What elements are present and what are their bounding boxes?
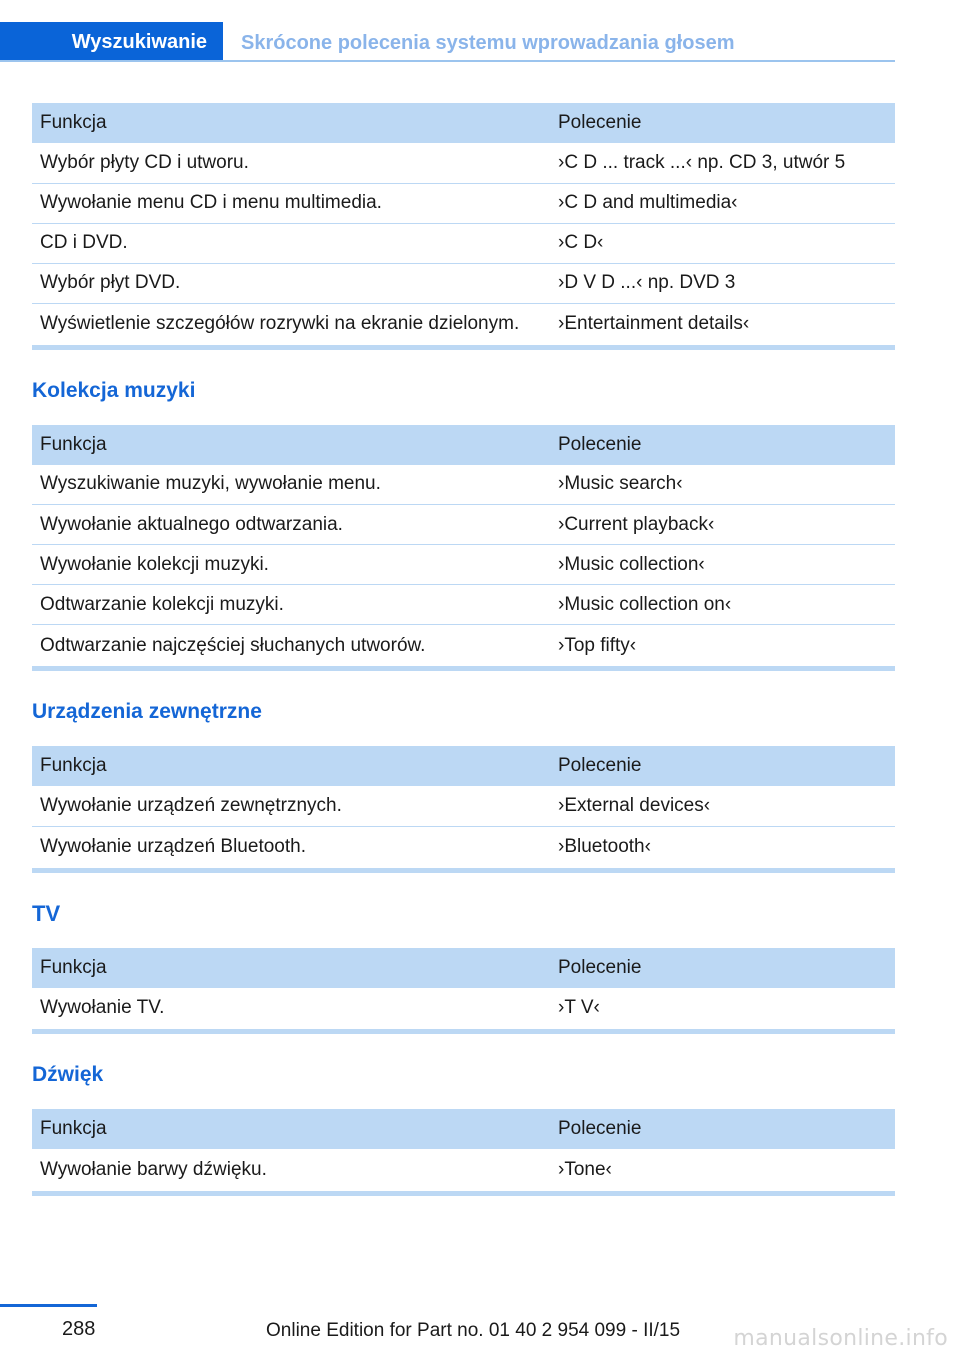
command-cell: ›Current playback‹ — [550, 505, 895, 545]
table-external-devices — [32, 746, 895, 873]
command-cell: ›Music collection‹ — [550, 545, 895, 585]
command-table — [32, 103, 895, 350]
command-cell: ›Music search‹ — [550, 465, 895, 505]
table-header-row — [32, 746, 895, 786]
function-cell: Odtwarzanie kolekcji muzyki. — [32, 585, 550, 625]
table-header-row — [32, 948, 895, 988]
section-heading-tv: TV — [32, 900, 61, 926]
function-cell: Wywołanie barwy dźwięku. — [32, 1149, 550, 1193]
breadcrumb-subsection: Skrócone polecenia systemu wprowadzania głosem — [241, 32, 735, 54]
table-row — [32, 263, 895, 303]
function-cell: Wywołanie urządzeń zewnętrznych. — [32, 786, 550, 826]
table-music-collection — [32, 425, 895, 672]
table-row — [32, 303, 895, 347]
column-header-command: Polecenie — [550, 1109, 895, 1149]
function-cell: Wyszukiwanie muzyki, wywołanie menu. — [32, 465, 550, 505]
command-cell: ›Top fifty‹ — [550, 625, 895, 669]
function-cell: Wybór płyt DVD. — [32, 263, 550, 303]
watermark: manualsonline.info — [733, 1326, 948, 1351]
command-cell: ›Tone‹ — [550, 1149, 895, 1193]
function-cell: Wyświetlenie szczegółów rozrywki na ekranie dzielonym. — [32, 303, 550, 347]
function-cell: Wywołanie menu CD i menu multimedia. — [32, 183, 550, 223]
table-row — [32, 183, 895, 223]
table-row — [32, 1149, 895, 1193]
table-row — [32, 625, 895, 669]
command-cell: ›C D and multimedia‹ — [550, 183, 895, 223]
command-table — [32, 425, 895, 672]
table-row — [32, 826, 895, 870]
page-content — [32, 103, 895, 1202]
column-header-command: Polecenie — [550, 746, 895, 786]
column-header-function: Funkcja — [32, 1109, 550, 1149]
command-cell: ›External devices‹ — [550, 786, 895, 826]
command-table — [32, 948, 895, 1035]
section-heading-external-devices: Urządzenia zewnętrzne — [32, 700, 262, 723]
command-cell: ›Entertainment details‹ — [550, 303, 895, 347]
function-cell: Wybór płyty CD i utworu. — [32, 143, 550, 183]
function-cell: Wywołanie aktualnego odtwarzania. — [32, 505, 550, 545]
table-row — [32, 786, 895, 826]
function-cell: CD i DVD. — [32, 223, 550, 263]
command-cell: ›C D‹ — [550, 223, 895, 263]
table-header-row — [32, 103, 895, 143]
function-cell: Wywołanie urządzeń Bluetooth. — [32, 826, 550, 870]
column-header-function: Funkcja — [32, 948, 550, 988]
section-heading-music-collection: Kolekcja muzyki — [32, 378, 196, 402]
header-divider — [0, 60, 895, 62]
command-table — [32, 746, 895, 873]
function-cell: Odtwarzanie najczęściej słuchanych utworów. — [32, 625, 550, 669]
footer-rule — [0, 1304, 97, 1307]
table-row — [32, 143, 895, 183]
column-header-command: Polecenie — [550, 103, 895, 143]
table-header-row — [32, 1109, 895, 1149]
page-number: 288 — [62, 1318, 96, 1340]
column-header-function: Funkcja — [32, 103, 550, 143]
section-heading-sound: Dźwięk — [32, 1063, 104, 1086]
command-cell: ›Bluetooth‹ — [550, 826, 895, 870]
command-table — [32, 1109, 895, 1196]
table-tv — [32, 948, 895, 1035]
column-header-function: Funkcja — [32, 746, 550, 786]
command-cell: ›D V D ...‹ np. DVD 3 — [550, 263, 895, 303]
table-row — [32, 505, 895, 545]
table-row — [32, 223, 895, 263]
breadcrumb-section-tab[interactable]: Wyszukiwanie — [0, 22, 223, 62]
table-header-row — [32, 425, 895, 465]
table-row — [32, 545, 895, 585]
function-cell: Wywołanie TV. — [32, 988, 550, 1032]
command-cell: ›C D ... track ...‹ np. CD 3, utwór 5 — [550, 143, 895, 183]
table-sound — [32, 1109, 895, 1196]
function-cell: Wywołanie kolekcji muzyki. — [32, 545, 550, 585]
table-row — [32, 465, 895, 505]
page-header — [0, 22, 895, 62]
command-cell: ›Music collection on‹ — [550, 585, 895, 625]
column-header-command: Polecenie — [550, 425, 895, 465]
table-cd-dvd — [32, 103, 895, 350]
table-row — [32, 585, 895, 625]
edition-note: Online Edition for Part no. 01 40 2 954 099 - II/15 — [266, 1320, 681, 1341]
column-header-command: Polecenie — [550, 948, 895, 988]
table-row — [32, 988, 895, 1032]
command-cell: ›T V‹ — [550, 988, 895, 1032]
column-header-function: Funkcja — [32, 425, 550, 465]
